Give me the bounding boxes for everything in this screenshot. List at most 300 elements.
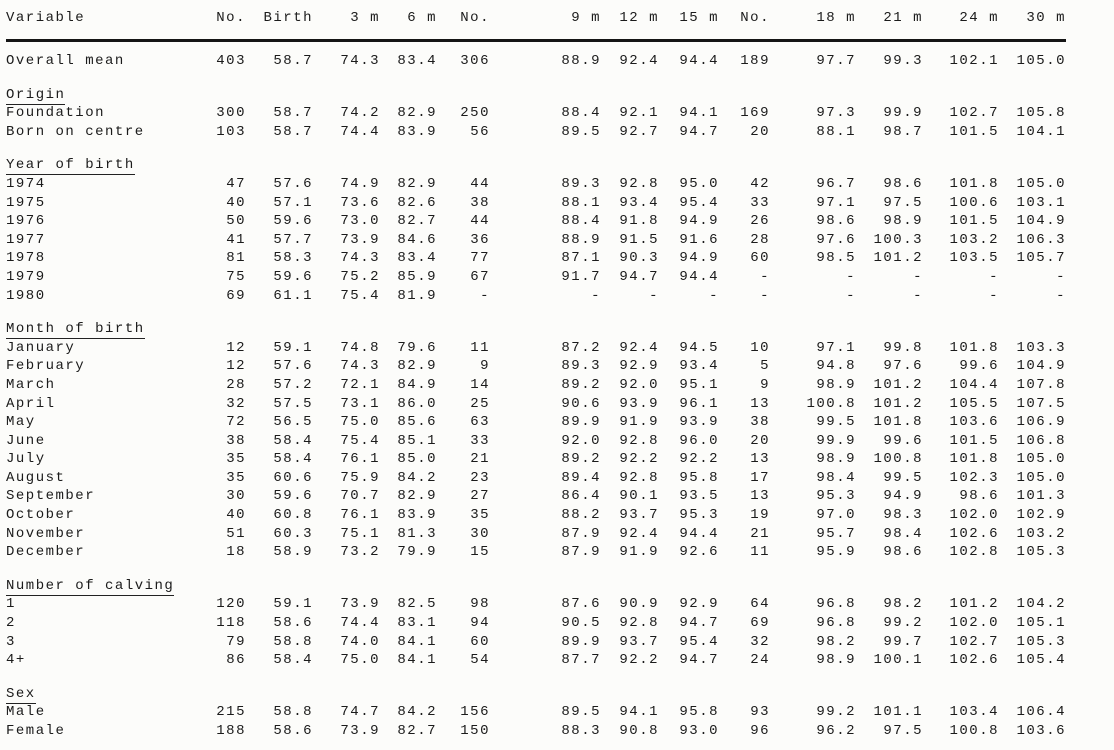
table-row: [6, 487, 1066, 506]
table-cell: 94.7: [679, 615, 719, 632]
spacer-cell: [6, 71, 1066, 86]
table-cell: 102.3: [949, 469, 999, 486]
table-row: [6, 525, 1066, 544]
table-cell: 102.8: [949, 544, 999, 561]
spacer-cell: [6, 305, 1066, 320]
table-cell: 75: [226, 268, 246, 285]
table-cell: 60.8: [273, 507, 313, 524]
table-row: [6, 123, 1066, 142]
table-cell: 104.2: [1016, 596, 1066, 613]
table-cell: 15: [470, 544, 490, 561]
row-label: May: [6, 414, 36, 431]
table-cell: 56.5: [273, 414, 313, 431]
table-row: [6, 703, 1066, 722]
table-cell: 99.9: [816, 432, 856, 449]
table-cell: 75.0: [340, 414, 380, 431]
table-cell: 25: [470, 395, 490, 412]
table-cell: 21: [470, 451, 490, 468]
table-cell: 73.0: [340, 213, 380, 230]
table-row: [6, 506, 1066, 525]
table-cell: 82.9: [397, 358, 437, 375]
spacer-row: [6, 41, 1066, 53]
table-cell: 76.1: [340, 507, 380, 524]
table-cell: 36: [470, 231, 490, 248]
header-row: [6, 6, 1066, 41]
row-label: Born on centre: [6, 123, 145, 140]
table-cell: 300: [216, 105, 246, 122]
table-cell: 105.0: [1016, 469, 1066, 486]
section-heading-row: [6, 685, 1066, 704]
table-cell: 72: [226, 414, 246, 431]
table-cell: 57.1: [273, 194, 313, 211]
table-cell: 79: [226, 633, 246, 650]
table-cell: 103.2: [1016, 525, 1066, 542]
table-cell: 99.5: [883, 469, 923, 486]
table-cell: 74.9: [340, 175, 380, 192]
table-cell: 98.6: [816, 213, 856, 230]
table-cell: 101.3: [1016, 488, 1066, 505]
row-label: January: [6, 339, 76, 356]
table-cell: 13: [750, 488, 770, 505]
table-cell: 98.4: [816, 469, 856, 486]
row-label: November: [6, 525, 86, 542]
table-cell: 11: [470, 339, 490, 356]
table-cell: 106.3: [1016, 231, 1066, 248]
table-cell: 76.1: [340, 451, 380, 468]
table-cell: 58.3: [273, 250, 313, 267]
table-cell: 35: [226, 451, 246, 468]
table-cell: 101.5: [949, 123, 999, 140]
table-row: [6, 651, 1066, 670]
table-cell: 99.5: [816, 414, 856, 431]
table-cell: 91.7: [561, 268, 601, 285]
table-cell: 96.2: [816, 723, 856, 739]
table-cell: 94.9: [679, 250, 719, 267]
table-cell: 42: [750, 175, 770, 192]
table-cell: 92.7: [619, 123, 659, 140]
table-cell: 79.6: [397, 339, 437, 356]
row-label: 3: [6, 633, 16, 650]
table-row: [6, 413, 1066, 432]
table-cell: 58.8: [273, 633, 313, 650]
table-cell: 97.6: [816, 231, 856, 248]
table-cell: 84.2: [397, 469, 437, 486]
table-cell: 105.7: [1016, 250, 1066, 267]
table-cell: 88.2: [561, 507, 601, 524]
table-cell: 98: [470, 596, 490, 613]
table-cell: 89.9: [561, 414, 601, 431]
table-cell: 73.9: [340, 596, 380, 613]
table-row: [6, 614, 1066, 633]
table-cell: 18: [226, 544, 246, 561]
table-cell: 58.6: [273, 723, 313, 739]
spacer-row: [6, 305, 1066, 320]
table-row: [6, 175, 1066, 194]
table-cell: 103.2: [949, 231, 999, 248]
table-cell: 99.8: [883, 339, 923, 356]
table-row: [6, 287, 1066, 306]
table-cell: 90.8: [619, 723, 659, 739]
table-cell: 82.6: [397, 194, 437, 211]
table-cell: 99.2: [883, 615, 923, 632]
row-label: 1980: [6, 287, 46, 304]
table-cell: 32: [750, 633, 770, 650]
table-cell: 26: [750, 213, 770, 230]
table-cell: 120: [216, 596, 246, 613]
table-cell: 95.3: [816, 488, 856, 505]
table-cell: 59.1: [273, 596, 313, 613]
section-heading: [6, 685, 1066, 704]
table-cell: 28: [226, 376, 246, 393]
column-header: Variable: [6, 6, 181, 41]
table-cell: 89.9: [561, 633, 601, 650]
table-row: [6, 357, 1066, 376]
section-heading: [6, 156, 1066, 175]
row-label: February: [6, 358, 86, 375]
table-cell: 61.1: [273, 287, 313, 304]
table-cell: 60.6: [273, 469, 313, 486]
table-cell: 75.0: [340, 652, 380, 669]
table-cell: -: [846, 287, 856, 304]
table-cell: 60: [470, 633, 490, 650]
table-cell: 101.8: [949, 451, 999, 468]
table-cell: 58.7: [273, 53, 313, 69]
table-cell: 98.7: [883, 123, 923, 140]
table-cell: 58.9: [273, 544, 313, 561]
table-cell: 93.4: [619, 194, 659, 211]
table-cell: 69: [750, 615, 770, 632]
table-cell: 403: [216, 53, 246, 69]
table-cell: 92.1: [619, 105, 659, 122]
table-cell: 85.6: [397, 414, 437, 431]
table-cell: 35: [470, 507, 490, 524]
table-cell: 88.4: [561, 105, 601, 122]
table-cell: 100.8: [806, 395, 856, 412]
table-cell: 95.8: [679, 469, 719, 486]
table-cell: 74.4: [340, 615, 380, 632]
row-label: 2: [6, 615, 16, 632]
table-cell: 101.1: [873, 704, 923, 721]
table-cell: 92.0: [619, 376, 659, 393]
table-cell: 102.6: [949, 525, 999, 542]
table-cell: 91.6: [679, 231, 719, 248]
table-cell: 105.0: [1016, 53, 1066, 69]
row-label: 4+: [6, 652, 26, 669]
table-row: [6, 543, 1066, 562]
table-cell: 44: [470, 213, 490, 230]
table-cell: 92.2: [619, 451, 659, 468]
table-cell: 21: [750, 525, 770, 542]
table-cell: 306: [460, 53, 490, 69]
table-cell: 95.3: [679, 507, 719, 524]
table-cell: 87.9: [561, 544, 601, 561]
table-cell: 24: [750, 652, 770, 669]
column-header: 21 m: [856, 6, 923, 41]
section-heading: [6, 320, 1066, 339]
table-cell: 63: [470, 414, 490, 431]
column-header: 24 m: [923, 6, 999, 41]
table-cell: 94.7: [679, 652, 719, 669]
table-cell: 99.6: [883, 432, 923, 449]
table-cell: 81.3: [397, 525, 437, 542]
table-cell: 188: [216, 723, 246, 739]
table-cell: 99.9: [883, 105, 923, 122]
table-cell: 64: [750, 596, 770, 613]
table-cell: 102.9: [1016, 507, 1066, 524]
table-cell: 86.4: [561, 488, 601, 505]
table-cell: 83.4: [397, 250, 437, 267]
table-row: [6, 395, 1066, 414]
table-cell: 94.4: [679, 53, 719, 69]
table-cell: -: [1056, 287, 1066, 304]
table-cell: 96: [750, 723, 770, 739]
table-cell: 102.0: [949, 507, 999, 524]
spacer-cell: [6, 670, 1066, 685]
table-cell: 89.4: [561, 469, 601, 486]
table-row: [6, 595, 1066, 614]
table-cell: 92.4: [619, 339, 659, 356]
table-cell: 94.5: [679, 339, 719, 356]
table-cell: 93.7: [619, 633, 659, 650]
row-label: April: [6, 395, 56, 412]
row-label: 1: [6, 596, 16, 613]
table-cell: 51: [226, 525, 246, 542]
table-cell: -: [760, 268, 770, 285]
table-cell: 58.7: [273, 105, 313, 122]
table-cell: 103: [216, 123, 246, 140]
table-cell: 96.1: [679, 395, 719, 412]
table-cell: 93: [750, 704, 770, 721]
table-cell: 98.3: [883, 507, 923, 524]
table-cell: 57.6: [273, 358, 313, 375]
table-cell: 38: [750, 414, 770, 431]
table-cell: -: [480, 287, 490, 304]
table-cell: 75.9: [340, 469, 380, 486]
table-cell: 74.4: [340, 123, 380, 140]
table-cell: 101.8: [949, 175, 999, 192]
table-cell: 103.1: [1016, 194, 1066, 211]
table-cell: 40: [226, 194, 246, 211]
column-header: No.: [437, 6, 490, 41]
table-cell: 89.3: [561, 358, 601, 375]
table-cell: 105.0: [1016, 175, 1066, 192]
table-cell: 86.0: [397, 395, 437, 412]
table-cell: 92.4: [619, 525, 659, 542]
table-cell: 38: [226, 432, 246, 449]
table-cell: 97.7: [816, 53, 856, 69]
table-cell: 95.9: [816, 544, 856, 561]
table-cell: 93.7: [619, 507, 659, 524]
table-cell: 35: [226, 469, 246, 486]
table-cell: 94.4: [679, 525, 719, 542]
table-cell: 98.9: [816, 652, 856, 669]
table-cell: 103.5: [949, 250, 999, 267]
table-cell: 103.6: [949, 414, 999, 431]
table-cell: 105.8: [1016, 105, 1066, 122]
table-cell: 87.1: [561, 250, 601, 267]
table-cell: 90.6: [561, 395, 601, 412]
table-cell: 88.9: [561, 53, 601, 69]
table-cell: 104.1: [1016, 123, 1066, 140]
table-cell: 74.3: [340, 53, 380, 69]
table-cell: 98.5: [816, 250, 856, 267]
table-cell: 97.0: [816, 507, 856, 524]
row-label: 1974: [6, 175, 46, 192]
table-cell: -: [913, 287, 923, 304]
table-cell: 92.8: [619, 175, 659, 192]
column-header: No.: [181, 6, 246, 41]
table-cell: 73.9: [340, 231, 380, 248]
table-cell: 100.3: [873, 231, 923, 248]
table-cell: 59.6: [273, 488, 313, 505]
table-cell: 72.1: [340, 376, 380, 393]
table-cell: 99.6: [959, 358, 999, 375]
table-cell: 92.2: [679, 451, 719, 468]
table-cell: -: [591, 287, 601, 304]
table-row: [6, 339, 1066, 358]
table-cell: 74.3: [340, 250, 380, 267]
table-cell: 84.9: [397, 376, 437, 393]
column-header: 15 m: [659, 6, 719, 41]
table-cell: 11: [750, 544, 770, 561]
table-cell: 103.4: [949, 704, 999, 721]
spacer-row: [6, 670, 1066, 685]
table-cell: 101.2: [873, 250, 923, 267]
table-cell: 98.9: [883, 213, 923, 230]
table-cell: 88.4: [561, 213, 601, 230]
table-cell: 101.5: [949, 213, 999, 230]
table-cell: 89.2: [561, 376, 601, 393]
column-header: 30 m: [999, 6, 1066, 41]
table-cell: 83.1: [397, 615, 437, 632]
table-cell: 92.2: [619, 652, 659, 669]
table-cell: 84.1: [397, 633, 437, 650]
table-cell: 57.5: [273, 395, 313, 412]
table-cell: 38: [470, 194, 490, 211]
table-cell: 102.1: [949, 53, 999, 69]
table-cell: -: [913, 268, 923, 285]
table-cell: 96.7: [816, 175, 856, 192]
row-label: August: [6, 469, 66, 486]
table-cell: 96.0: [679, 432, 719, 449]
growth-table: [6, 6, 1066, 741]
table-cell: 58.4: [273, 451, 313, 468]
table-cell: 20: [750, 432, 770, 449]
table-cell: 40: [226, 507, 246, 524]
row-label: July: [6, 451, 46, 468]
section-heading: [6, 86, 1066, 105]
section-heading-label: Year of birth: [6, 157, 135, 174]
column-header: 6 m: [380, 6, 437, 41]
column-header: No.: [719, 6, 770, 41]
table-cell: 215: [216, 704, 246, 721]
table-cell: 101.2: [873, 376, 923, 393]
table-cell: 89.5: [561, 704, 601, 721]
table-cell: 106.4: [1016, 704, 1066, 721]
table-cell: 92.8: [619, 469, 659, 486]
table-cell: 59.1: [273, 339, 313, 356]
table-row: [6, 249, 1066, 268]
column-header: 3 m: [313, 6, 380, 41]
table-cell: 97.5: [883, 723, 923, 739]
table-cell: 101.8: [873, 414, 923, 431]
table-cell: 5: [760, 358, 770, 375]
table-cell: 58.7: [273, 123, 313, 140]
table-cell: 54: [470, 652, 490, 669]
table-cell: 93.5: [679, 488, 719, 505]
table-cell: 95.4: [679, 194, 719, 211]
table-cell: 99.3: [883, 53, 923, 69]
table-cell: 94.9: [883, 488, 923, 505]
table-cell: 93.4: [679, 358, 719, 375]
table-cell: 90.3: [619, 250, 659, 267]
table-cell: 9: [480, 358, 490, 375]
column-header: Birth: [246, 6, 313, 41]
table-cell: 102.7: [949, 105, 999, 122]
table-cell: 13: [750, 451, 770, 468]
table-cell: 104.9: [1016, 358, 1066, 375]
table-cell: 73.2: [340, 544, 380, 561]
table-cell: 250: [460, 105, 490, 122]
table-cell: 92.6: [679, 544, 719, 561]
table-cell: 30: [470, 525, 490, 542]
table-cell: 82.5: [397, 596, 437, 613]
table-row: [6, 212, 1066, 231]
spacer-cell: [6, 562, 1066, 577]
column-header: 9 m: [490, 6, 601, 41]
table-cell: 58.8: [273, 704, 313, 721]
table-cell: 107.8: [1016, 376, 1066, 393]
table-cell: 93.0: [679, 723, 719, 739]
table-cell: 101.8: [949, 339, 999, 356]
section-heading-label: Number of calving: [6, 577, 175, 594]
table-cell: 82.9: [397, 175, 437, 192]
table-cell: 105.3: [1016, 633, 1066, 650]
table-cell: 98.2: [816, 633, 856, 650]
table-cell: 74.2: [340, 105, 380, 122]
table-cell: 96.8: [816, 615, 856, 632]
table-cell: 57.7: [273, 231, 313, 248]
table-cell: 98.6: [883, 175, 923, 192]
table-cell: 92.9: [679, 596, 719, 613]
table-cell: 97.1: [816, 194, 856, 211]
section-heading-label: Month of birth: [6, 321, 145, 338]
table-cell: 47: [226, 175, 246, 192]
table-cell: 105.1: [1016, 615, 1066, 632]
table-cell: 95.7: [816, 525, 856, 542]
table-cell: 85.1: [397, 432, 437, 449]
section-heading-row: [6, 86, 1066, 105]
table-cell: 95.1: [679, 376, 719, 393]
table-cell: 103.3: [1016, 339, 1066, 356]
table-cell: 88.3: [561, 723, 601, 739]
table-cell: 19: [750, 507, 770, 524]
table-cell: 14: [470, 376, 490, 393]
table-cell: 104.9: [1016, 213, 1066, 230]
table-row: [6, 194, 1066, 213]
row-label: Male: [6, 704, 46, 721]
table-cell: 150: [460, 723, 490, 739]
table-cell: 89.3: [561, 175, 601, 192]
table-cell: 84.1: [397, 652, 437, 669]
table-cell: 92.9: [619, 358, 659, 375]
table-cell: 82.7: [397, 723, 437, 739]
table-cell: 97.3: [816, 105, 856, 122]
table-cell: 56: [470, 123, 490, 140]
table-cell: 105.4: [1016, 652, 1066, 669]
table-cell: 85.0: [397, 451, 437, 468]
table-cell: 156: [460, 704, 490, 721]
